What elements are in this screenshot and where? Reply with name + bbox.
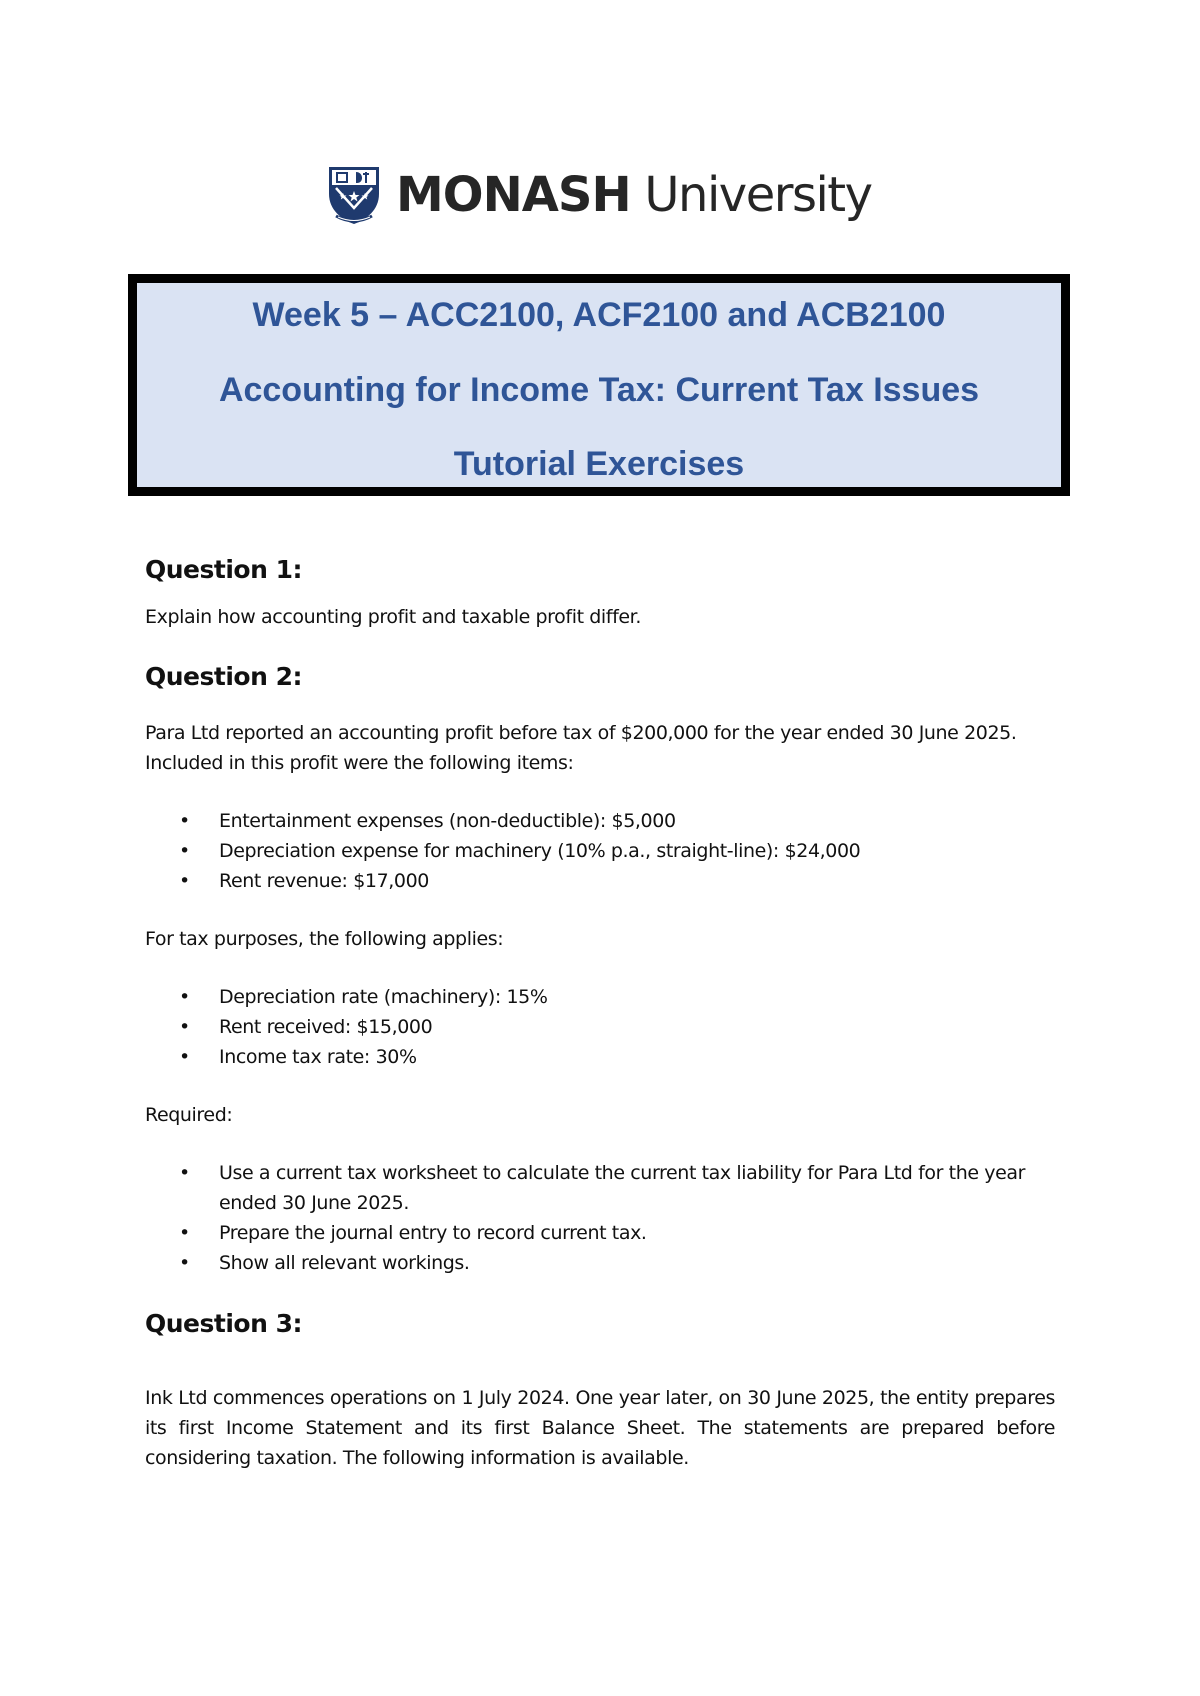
question2-tax-intro: For tax purposes, the following applies:	[145, 928, 504, 950]
monash-logo	[326, 164, 872, 226]
list-item: • Income tax rate: 30%	[219, 1042, 1055, 1072]
question3-text: Ink Ltd commences operations on 1 July 2024. One year later, on 30 June 2025, the entity prepares its first Income Statement and its first Balance Sheet. The statements are prepared before considering taxation. The following information is available.	[145, 1387, 1055, 1469]
title-week: Week 5 – ACC2100, ACF2100 and ACB2100	[252, 296, 946, 334]
list-item: • Use a current tax worksheet to calculate the current tax liability for Para Ltd for the year ended 30 June 2025.	[219, 1158, 1055, 1218]
list-item: • Show all relevant workings.	[219, 1248, 1055, 1278]
question2-items-list	[145, 806, 1055, 896]
list-item: • Depreciation expense for machinery (10% p.a., straight-line): $24,000	[219, 836, 1055, 866]
title-topic: Accounting for Income Tax: Current Tax Issues	[218, 371, 980, 409]
monash-shield-icon	[326, 164, 382, 226]
wordmark-university: University	[630, 167, 872, 223]
list-item: • Prepare the journal entry to record current tax.	[219, 1218, 1055, 1248]
question2-required-label: Required:	[145, 1104, 233, 1126]
question1-text: Explain how accounting profit and taxable profit differ.	[145, 606, 641, 628]
question2-intro: Para Ltd reported an accounting profit before tax of $200,000 for the year ended 30 June 2025. Included in this profit were the following items:	[145, 722, 1017, 774]
title-box	[128, 274, 1070, 496]
question2-heading: Question 2:	[145, 662, 302, 691]
document-content	[145, 550, 1055, 1473]
question2-tax-list	[145, 982, 1055, 1072]
wordmark-monash: MONASH	[396, 167, 631, 223]
list-item: • Entertainment expenses (non-deductible): $5,000	[219, 806, 1055, 836]
monash-wordmark	[396, 167, 872, 223]
question2-required-list	[145, 1158, 1055, 1278]
list-item: • Depreciation rate (machinery): 15%	[219, 982, 1055, 1012]
question1-heading: Question 1:	[145, 555, 302, 584]
list-item: • Rent revenue: $17,000	[219, 866, 1055, 896]
list-item: • Rent received: $15,000	[219, 1012, 1055, 1042]
title-tutorial: Tutorial Exercises	[453, 445, 745, 483]
question3-heading: Question 3:	[145, 1309, 302, 1338]
